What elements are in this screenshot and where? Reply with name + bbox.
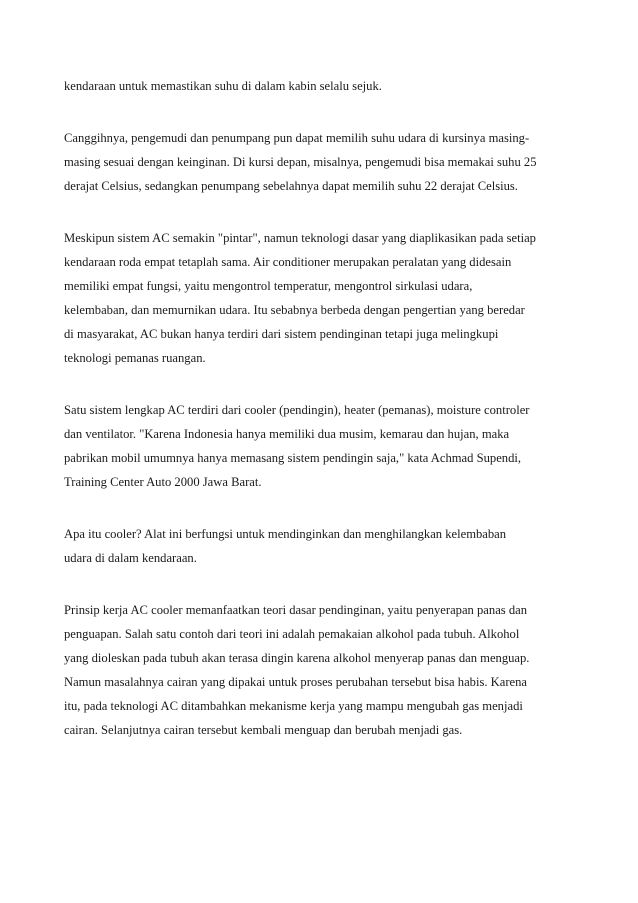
text-line: di masyarakat, AC bukan hanya terdiri dari sistem pendinginan tetapi juga melingkupi bbox=[64, 327, 499, 341]
paragraph-2 bbox=[64, 126, 574, 198]
paragraph-6 bbox=[64, 598, 574, 742]
text-line: Apa itu cooler? Alat ini berfungsi untuk mendinginkan dan menghilangkan kelembaban bbox=[64, 527, 507, 541]
paragraph-5 bbox=[64, 522, 574, 570]
text-line: pabrikan mobil umumnya hanya memasang sistem pendingin saja," kata Achmad Supendi, bbox=[64, 451, 522, 465]
text-line: masing sesuai dengan keinginan. Di kursi depan, misalnya, pengemudi bisa memakai suhu 25 bbox=[64, 155, 537, 169]
text-line: udara di dalam kendaraan. bbox=[64, 551, 197, 565]
text-line: Prinsip kerja AC cooler memanfaatkan teori dasar pendinginan, yaitu penyerapan panas dan bbox=[64, 603, 528, 617]
text-line: Namun masalahnya cairan yang dipakai untuk proses perubahan tersebut bisa habis. Karena bbox=[64, 675, 528, 689]
text-line: kendaraan roda empat tetaplah sama. Air conditioner merupakan peralatan yang didesain bbox=[64, 255, 512, 269]
text-line: kendaraan untuk memastikan suhu di dalam kabin selalu sejuk. bbox=[64, 79, 382, 93]
text-line: Satu sistem lengkap AC terdiri dari cooler (pendingin), heater (pemanas), moisture controler bbox=[64, 403, 530, 417]
text-line: Meskipun sistem AC semakin "pintar", namun teknologi dasar yang diaplikasikan pada setiap bbox=[64, 231, 536, 245]
paragraph-4 bbox=[64, 398, 574, 494]
text-line: cairan. Selanjutnya cairan tersebut kembali menguap dan berubah menjadi gas. bbox=[64, 723, 463, 737]
text-line: itu, pada teknologi AC ditambahkan mekanisme kerja yang mampu mengubah gas menjadi bbox=[64, 699, 523, 713]
text-line: Canggihnya, pengemudi dan penumpang pun dapat memilih suhu udara di kursinya masing- bbox=[64, 131, 530, 145]
text-line: teknologi pemanas ruangan. bbox=[64, 351, 206, 365]
document-page bbox=[64, 74, 574, 770]
paragraph-3 bbox=[64, 226, 574, 370]
text-line: Training Center Auto 2000 Jawa Barat. bbox=[64, 475, 262, 489]
text-line: derajat Celsius, sedangkan penumpang sebelahnya dapat memilih suhu 22 derajat Celsius. bbox=[64, 179, 518, 193]
paragraph-1 bbox=[64, 74, 574, 98]
text-line: penguapan. Salah satu contoh dari teori ini adalah pemakaian alkohol pada tubuh. Alkohol bbox=[64, 627, 520, 641]
text-line: memiliki empat fungsi, yaitu mengontrol temperatur, mengontrol sirkulasi udara, bbox=[64, 279, 473, 293]
text-line: kelembaban, dan memurnikan udara. Itu sebabnya berbeda dengan pengertian yang beredar bbox=[64, 303, 525, 317]
text-line: yang dioleskan pada tubuh akan terasa dingin karena alkohol menyerap panas dan menguap. bbox=[64, 651, 530, 665]
text-line: dan ventilator. "Karena Indonesia hanya memiliki dua musim, kemarau dan hujan, maka bbox=[64, 427, 510, 441]
